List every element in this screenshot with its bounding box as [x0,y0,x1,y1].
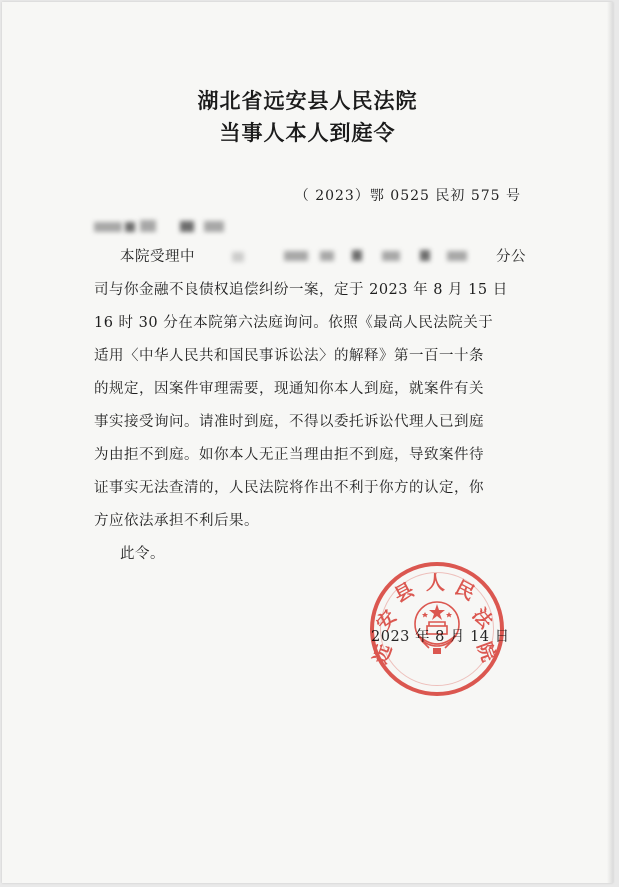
seal-char-6: 法 [467,604,497,633]
seal-char-4: 人 [426,572,446,594]
issue-date: 2023 年 8 月 14 日 [371,629,510,645]
case-number: （ 2023）鄂 0525 民初 575 号 [294,188,521,204]
body-line-1-suffix: 分公 [496,249,526,265]
body-line-3: 16 时 30 分在本院第六法庭询问。依照《最高人民法院关于 [94,315,494,331]
body-line-9: 方应依法承担不利后果。 [94,513,259,529]
document-page [2,2,613,883]
body-line-4: 适用〈中华人民共和国民事诉讼法〉的解释》第一百一十条 [94,348,484,364]
seal-char-7: 院 [472,639,500,665]
closing-order: 此令。 [120,546,165,562]
body-line-7: 为由拒不到庭。如你本人无正当理由拒不到庭，导致案件待 [94,447,484,463]
seal-char-2: 安 [372,606,402,635]
seal-char-3: 县 [390,578,418,608]
body-line-6: 事实接受询问。请准时到庭，不得以委托诉讼代理人已到庭 [94,414,484,430]
seal-char-5: 民 [451,576,479,606]
body-line-1-prefix: 本院受理中 [120,249,195,265]
seal-char-1: 远 [369,641,397,667]
body-line-2: 司与你金融不良债权追偿纠纷一案，定于 2023 年 8 月 15 日 [94,282,508,298]
body-line-8: 证事实无法查清的，人民法院将作出不利于你方的认定，你 [94,480,484,496]
body-line-5: 的规定，因案件审理需要，现通知你本人到庭，就案件有关 [94,381,484,397]
court-name-title: 湖北省远安县人民法院 [197,89,418,113]
document-title: 当事人本人到庭令 [219,121,396,145]
